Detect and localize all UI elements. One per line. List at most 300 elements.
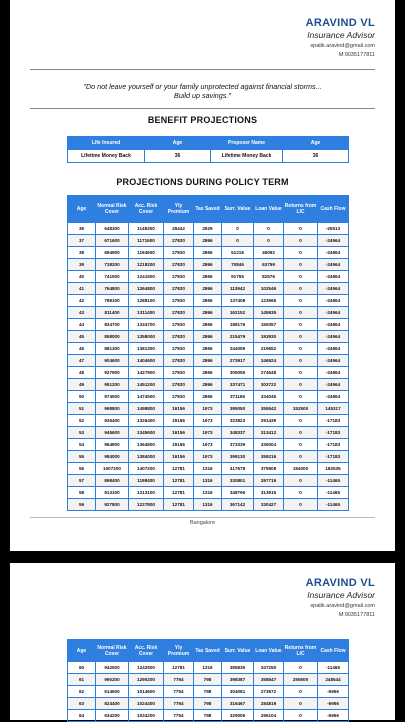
table-cell: 52 (68, 415, 96, 427)
table-cell: 7754 (164, 698, 194, 710)
table-cell: 417678 (222, 463, 254, 475)
quote (40, 82, 365, 100)
table-cell: 1213100 (129, 487, 164, 499)
table-cell: 337471 (222, 379, 254, 391)
table-cell: 27830 (164, 331, 194, 343)
table-cell: 718200 (96, 259, 129, 271)
table-cell: 984000 (96, 451, 129, 463)
table-row (68, 307, 349, 319)
table-cell: -17183 (318, 439, 349, 451)
table-cell: 671600 (96, 235, 129, 247)
table-cell: 27830 (164, 271, 194, 283)
table-cell: 27830 (164, 379, 194, 391)
column-header: Returns from LIC (284, 640, 318, 662)
table-cell: 169357 (254, 319, 284, 331)
table-cell: 926400 (96, 415, 129, 427)
page-2 (10, 563, 395, 720)
table-cell: 945600 (96, 427, 129, 439)
table-cell: 0 (284, 235, 318, 247)
table-cell: 303722 (254, 379, 284, 391)
table-cell: 2866 (194, 319, 222, 331)
table-cell: -24964 (318, 343, 349, 355)
table-cell: 634200 (96, 710, 129, 722)
table-cell: 355542 (254, 403, 284, 415)
table-cell: 297719 (254, 475, 284, 487)
table-cell: 614600 (96, 686, 129, 698)
table-cell: 219652 (254, 343, 284, 355)
benefit-header: Age (283, 137, 349, 150)
table-row (68, 295, 349, 307)
table-row (68, 427, 349, 439)
table-cell: 0 (284, 367, 318, 379)
column-header: Yly Premium (164, 640, 194, 662)
table-cell: 0 (254, 223, 284, 235)
table-cell: -17183 (318, 451, 349, 463)
table-cell: 329005 (222, 710, 254, 722)
table-cell: 162152 (222, 307, 254, 319)
table-cell: 246524 (254, 355, 284, 367)
table-cell: 63759 (254, 259, 284, 271)
table-cell: 273672 (254, 686, 284, 698)
table-cell: -24964 (318, 247, 349, 259)
table-cell: 145317 (318, 403, 349, 415)
table-cell: 45 (68, 331, 96, 343)
table-cell: 2866 (194, 367, 222, 379)
table-row (68, 247, 349, 259)
table-cell: 28442 (164, 223, 194, 235)
table-cell: 0 (284, 307, 318, 319)
table-cell: 798 (194, 686, 222, 698)
column-header: Returns from LIC (284, 196, 318, 223)
table-cell: 0 (284, 439, 318, 451)
benefit-header: Proposer Name (211, 137, 283, 150)
table-cell: 798 (194, 698, 222, 710)
table-row (68, 451, 349, 463)
table-cell: 12781 (164, 487, 194, 499)
table-cell: 291439 (254, 415, 284, 427)
table-cell: 1316 (194, 463, 222, 475)
table-cell: 255500 (284, 674, 318, 686)
column-header: Surr. Value (222, 196, 254, 223)
table-cell: 1316 (194, 662, 222, 674)
table-cell: 1218200 (129, 259, 164, 271)
table-cell: 0 (284, 259, 318, 271)
table-cell: 348796 (222, 487, 254, 499)
benefit-cell: Lifetime Money Back (211, 150, 283, 163)
table-cell: 145935 (254, 307, 284, 319)
table-cell: 53 (68, 427, 96, 439)
column-header: Normal Risk Cover (96, 196, 129, 223)
agent-title: Insurance Advisor (307, 590, 375, 600)
table-cell: 694900 (96, 247, 129, 259)
table-cell: 193930 (254, 331, 284, 343)
agent-mobile: M:9035177811 (338, 612, 375, 618)
table-cell: 764800 (96, 283, 129, 295)
table-cell: 0 (222, 223, 254, 235)
table-cell: 49 (68, 379, 96, 391)
table-row (68, 415, 349, 427)
table-cell: 2866 (194, 283, 222, 295)
table-cell: 1326400 (129, 415, 164, 427)
table-cell: -24964 (318, 295, 349, 307)
table-cell: 244059 (222, 343, 254, 355)
table-cell: 0 (284, 662, 318, 674)
column-header: Surr. Value (222, 640, 254, 662)
table-cell: 741500 (96, 271, 129, 283)
projections-header-row (68, 640, 349, 662)
column-header: Acc. Risk Cover (129, 640, 164, 662)
table-cell: 0 (284, 487, 318, 499)
table-cell: 1404600 (129, 355, 164, 367)
table-cell: 19156 (164, 403, 194, 415)
table-cell: 2866 (194, 235, 222, 247)
table-cell: -24964 (318, 391, 349, 403)
table-cell: 40 (68, 271, 96, 283)
benefit-title: BENEFIT PROJECTIONS (147, 115, 258, 125)
table-cell: 881300 (96, 343, 129, 355)
table-row (68, 319, 349, 331)
table-cell: -24964 (318, 367, 349, 379)
table-cell: 1451200 (129, 379, 164, 391)
table-cell: 1358000 (129, 331, 164, 343)
table-cell: 64 (68, 710, 96, 722)
table-cell: 19156 (164, 439, 194, 451)
table-cell: -11465 (318, 475, 349, 487)
table-cell: 0 (284, 415, 318, 427)
table-cell: 2866 (194, 391, 222, 403)
table-cell: 50 (68, 391, 96, 403)
table-cell: 313412 (254, 427, 284, 439)
table-cell: 1316 (194, 475, 222, 487)
table-cell: 399130 (222, 451, 254, 463)
projections-table-continued (67, 639, 349, 722)
table-cell: 12781 (164, 475, 194, 487)
table-row (68, 259, 349, 271)
table-row (68, 475, 349, 487)
table-cell: 12781 (164, 499, 194, 511)
table-row (68, 686, 349, 698)
footer-divider (30, 517, 375, 518)
benefit-cell: 36 (283, 150, 349, 163)
table-row (68, 367, 349, 379)
column-header: Loan Value (254, 640, 284, 662)
table-cell: 0 (284, 223, 318, 235)
table-cell: 182535 (318, 463, 349, 475)
table-cell: 371165 (222, 391, 254, 403)
table-cell: 1242500 (129, 662, 164, 674)
table-cell: 51 (68, 403, 96, 415)
table-cell: 367142 (222, 499, 254, 511)
table-cell: -6956 (318, 710, 349, 722)
table-cell: -17183 (318, 427, 349, 439)
table-row (68, 674, 349, 686)
table-cell: 19156 (164, 427, 194, 439)
header-divider (30, 69, 375, 70)
table-row (68, 271, 349, 283)
table-row (68, 403, 349, 415)
table-cell: 1345600 (129, 427, 164, 439)
table-cell: 358547 (254, 674, 284, 686)
table-cell: 942500 (96, 662, 129, 674)
table-cell: -24964 (318, 307, 349, 319)
table-cell: 913100 (96, 487, 129, 499)
table-cell: 284819 (254, 698, 284, 710)
table-cell: 82576 (254, 271, 284, 283)
table-cell: 898400 (96, 475, 129, 487)
table-cell: 27830 (164, 259, 194, 271)
table-cell: 2866 (194, 271, 222, 283)
column-header: Acc. Risk Cover (129, 196, 164, 223)
table-cell: 194000 (284, 463, 318, 475)
table-cell: 7754 (164, 674, 194, 686)
table-cell: 336004 (254, 439, 284, 451)
table-cell: 46 (68, 343, 96, 355)
table-cell: 102546 (254, 283, 284, 295)
benefit-cell: Lifetime Money Back (68, 150, 145, 163)
table-cell: 0 (284, 295, 318, 307)
table-cell: 2866 (194, 379, 222, 391)
table-cell: 964800 (96, 439, 129, 451)
table-row (68, 283, 349, 295)
table-cell: 1973 (194, 451, 222, 463)
table-cell: 1171600 (129, 235, 164, 247)
table-cell: 215479 (222, 331, 254, 343)
table-cell: 59 (68, 499, 96, 511)
table-cell: 19156 (164, 415, 194, 427)
page-1 (10, 0, 395, 551)
table-cell: 63 (68, 698, 96, 710)
quote-line-2: Build up savings." (174, 91, 231, 100)
table-cell: 41 (68, 283, 96, 295)
table-cell: 330427 (254, 499, 284, 511)
table-cell: 974500 (96, 391, 129, 403)
table-cell: 2866 (194, 295, 222, 307)
table-cell: 1381300 (129, 343, 164, 355)
table-cell: -24964 (318, 355, 349, 367)
table-cell: 62 (68, 686, 96, 698)
table-cell: -24964 (318, 379, 349, 391)
table-cell: 27830 (164, 319, 194, 331)
table-row (68, 331, 349, 343)
benefit-header: Age (145, 137, 211, 150)
table-cell: 313915 (254, 487, 284, 499)
table-cell: 1407200 (129, 463, 164, 475)
table-cell: 1034200 (129, 710, 164, 722)
table-cell: 46092 (254, 247, 284, 259)
table-cell: 56 (68, 463, 96, 475)
table-cell: 1498800 (129, 403, 164, 415)
table-cell: 927800 (96, 499, 129, 511)
table-cell: 1014600 (129, 686, 164, 698)
benefit-table (67, 136, 349, 163)
table-cell: 1227800 (129, 499, 164, 511)
table-cell: 27830 (164, 343, 194, 355)
column-header: Age (68, 196, 96, 223)
table-row (68, 391, 349, 403)
table-cell: 323823 (222, 415, 254, 427)
table-cell: 0 (284, 355, 318, 367)
table-cell: 38 (68, 247, 96, 259)
table-cell: 12781 (164, 662, 194, 674)
quote-line-1: "Do not leave yourself or your family unprotected against financial storms... (83, 82, 322, 91)
table-cell: -11465 (318, 662, 349, 674)
table-cell: 798 (194, 710, 222, 722)
table-cell: 123665 (254, 295, 284, 307)
agent-header-2 (306, 577, 375, 618)
table-cell: 1973 (194, 403, 222, 415)
table-cell: 44 (68, 319, 96, 331)
table-cell: -24964 (318, 271, 349, 283)
table-cell: 51216 (222, 247, 254, 259)
table-cell: 36 (68, 223, 96, 235)
table-cell: 0 (284, 499, 318, 511)
table-cell: 1973 (194, 439, 222, 451)
table-cell: 61 (68, 674, 96, 686)
table-cell: 2866 (194, 259, 222, 271)
agent-title: Insurance Advisor (307, 30, 375, 40)
table-cell: 334046 (254, 391, 284, 403)
table-cell: 1290200 (129, 674, 164, 686)
table-cell: 1474500 (129, 391, 164, 403)
table-row (68, 662, 349, 674)
column-header: Tax Saved (194, 640, 222, 662)
column-header: Loan Value (254, 196, 284, 223)
table-cell: 1024400 (129, 698, 164, 710)
agent-name: ARAVIND VL (305, 17, 375, 29)
table-cell: 27830 (164, 391, 194, 403)
benefit-row (68, 150, 349, 163)
table-cell: -17183 (318, 415, 349, 427)
table-cell: 385835 (222, 662, 254, 674)
table-cell: 1264800 (129, 283, 164, 295)
table-cell: 55 (68, 451, 96, 463)
agent-name: ARAVIND VL (305, 577, 375, 589)
table-cell: -6956 (318, 686, 349, 698)
table-cell: -25513 (318, 223, 349, 235)
table-row (68, 487, 349, 499)
table-row (68, 379, 349, 391)
agent-email: spatik.aravind@gmail.com (310, 43, 375, 49)
table-cell: 811400 (96, 307, 129, 319)
table-cell: 274548 (254, 367, 284, 379)
table-cell: 2866 (194, 355, 222, 367)
table-cell: 0 (284, 343, 318, 355)
table-cell: 47 (68, 355, 96, 367)
projections-title: PROJECTIONS DURING POLICY TERM (116, 177, 289, 187)
table-cell: 27830 (164, 307, 194, 319)
table-cell: 834700 (96, 319, 129, 331)
column-header: Age (68, 640, 96, 662)
table-cell: 0 (284, 451, 318, 463)
table-cell: 904600 (96, 355, 129, 367)
table-row (68, 223, 349, 235)
table-cell: 375908 (254, 463, 284, 475)
table-cell: 0 (284, 475, 318, 487)
table-cell: 48 (68, 367, 96, 379)
table-row (68, 499, 349, 511)
column-header: Cash Flow (318, 196, 349, 223)
table-cell: 2929 (194, 223, 222, 235)
table-cell: 37 (68, 235, 96, 247)
table-cell: 7754 (164, 710, 194, 722)
benefit-header-row (68, 137, 349, 150)
table-cell: 1364800 (129, 439, 164, 451)
table-cell: 0 (284, 379, 318, 391)
table-cell: -24964 (318, 259, 349, 271)
table-cell: 373339 (222, 439, 254, 451)
table-cell: 273917 (222, 355, 254, 367)
benefit-header: Life Insured (68, 137, 145, 150)
benefit-cell: 36 (145, 150, 211, 163)
table-cell: 2866 (194, 307, 222, 319)
table-cell: 43 (68, 307, 96, 319)
table-cell: 27830 (164, 295, 194, 307)
table-cell: 1973 (194, 415, 222, 427)
table-cell: 39 (68, 259, 96, 271)
table-cell: 7754 (164, 686, 194, 698)
table-cell: 998800 (96, 403, 129, 415)
table-cell: 398387 (222, 674, 254, 686)
table-cell: 27830 (164, 355, 194, 367)
table-cell: 1007200 (96, 463, 129, 475)
table-cell: 1316 (194, 499, 222, 511)
table-cell: -24964 (318, 319, 349, 331)
table-cell: 951200 (96, 379, 129, 391)
table-row (68, 355, 349, 367)
table-cell: 0 (284, 427, 318, 439)
table-cell: 1973 (194, 427, 222, 439)
table-cell: 27830 (164, 367, 194, 379)
table-cell: 348337 (222, 427, 254, 439)
table-cell: 347250 (254, 662, 284, 674)
table-cell: -11465 (318, 499, 349, 511)
table-cell: 1384000 (129, 451, 164, 463)
table-cell: 57 (68, 475, 96, 487)
table-cell: 788100 (96, 295, 129, 307)
table-cell: 798 (194, 674, 222, 686)
table-cell: 27830 (164, 283, 194, 295)
table-cell: 27830 (164, 235, 194, 247)
table-cell: 648300 (96, 223, 129, 235)
table-cell: 0 (254, 235, 284, 247)
table-row (68, 463, 349, 475)
footer-location: Bangalore (189, 520, 216, 526)
table-cell: 248544 (318, 674, 349, 686)
table-cell: 137408 (222, 295, 254, 307)
table-cell: 60 (68, 662, 96, 674)
table-row (68, 235, 349, 247)
projections-header-row (68, 196, 349, 223)
table-cell: 359216 (254, 451, 284, 463)
table-cell: 0 (222, 235, 254, 247)
table-cell: 296104 (254, 710, 284, 722)
table-cell: 0 (284, 686, 318, 698)
column-header: Tax Saved (194, 196, 222, 223)
table-cell: 1311400 (129, 307, 164, 319)
table-cell: 54 (68, 439, 96, 451)
table-cell: 0 (284, 331, 318, 343)
agent-mobile: M:9035177811 (338, 52, 375, 58)
table-cell: 0 (284, 283, 318, 295)
table-cell: 1427900 (129, 367, 164, 379)
table-cell: -11465 (318, 487, 349, 499)
quote-divider (30, 108, 375, 109)
table-cell: 27830 (164, 247, 194, 259)
agent-header (306, 17, 375, 58)
table-row (68, 343, 349, 355)
table-cell: -6956 (318, 698, 349, 710)
table-row (68, 439, 349, 451)
